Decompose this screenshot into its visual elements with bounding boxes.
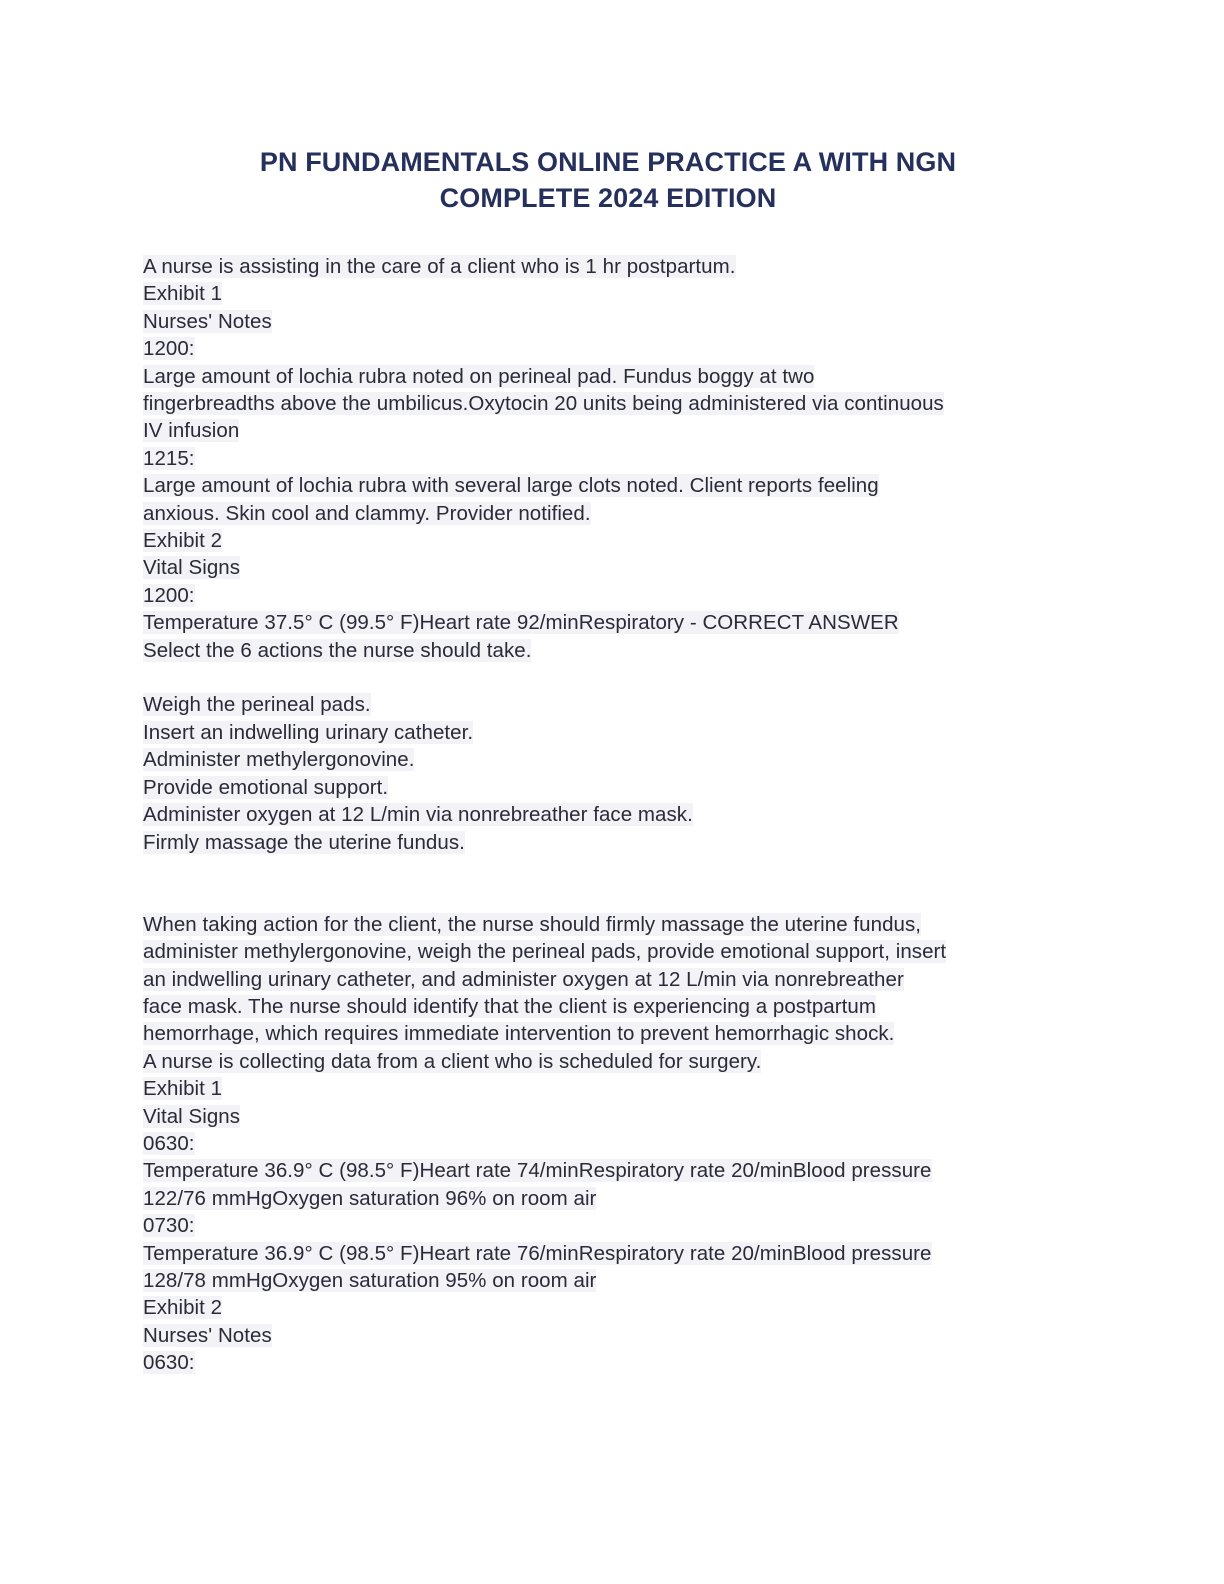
text-line — [143, 938, 1078, 965]
highlighted-text-run: Exhibit 2 — [143, 529, 223, 553]
text-line — [143, 1212, 1078, 1239]
text-line — [143, 637, 1078, 664]
blank-line — [143, 664, 1078, 691]
highlighted-text-run: Temperature 36.9° C (98.5° F)Heart rate 74/minRespiratory rate 20/minBlood pressure — [143, 1159, 932, 1183]
highlighted-text-run: Exhibit 2 — [143, 1296, 223, 1320]
text-line — [143, 582, 1078, 609]
highlighted-text-run: hemorrhage, which requires immediate intervention to prevent hemorrhagic shock. — [143, 1022, 895, 1046]
page-title — [143, 144, 1073, 216]
text-line — [143, 554, 1078, 581]
highlighted-text-run: Large amount of lochia rubra noted on perineal pad. Fundus boggy at two — [143, 364, 815, 388]
text-line — [143, 500, 1078, 527]
text-line — [143, 993, 1078, 1020]
highlighted-text-run: face mask. The nurse should identify that the client is experiencing a postpartum — [143, 994, 876, 1018]
text-line — [143, 1103, 1078, 1130]
highlighted-text-run: Exhibit 1 — [143, 282, 223, 306]
highlighted-text-run: IV infusion — [143, 419, 240, 443]
text-line — [143, 527, 1078, 554]
text-line — [143, 1322, 1078, 1349]
highlighted-text-run: Temperature 36.9° C (98.5° F)Heart rate 76/minRespiratory rate 20/minBlood pressure — [143, 1241, 932, 1265]
text-line — [143, 829, 1078, 856]
highlighted-text-run: Large amount of lochia rubra with several large clots noted. Client reports feeling — [143, 474, 879, 498]
highlighted-text-run: 1215: — [143, 446, 195, 470]
highlighted-text-run: Firmly massage the uterine fundus. — [143, 830, 465, 854]
highlighted-text-run: Nurses' Notes — [143, 309, 272, 333]
text-line — [143, 1075, 1078, 1102]
page-title-line-1: PN FUNDAMENTALS ONLINE PRACTICE A WITH NGN — [259, 147, 957, 177]
text-block-gap-1 — [143, 664, 1078, 691]
highlighted-text-run: 0730: — [143, 1214, 195, 1238]
highlighted-text-run: 122/76 mmHgOxygen saturation 96% on room air — [143, 1186, 597, 1210]
text-block-case-1-actions — [143, 691, 1078, 855]
text-line — [143, 1185, 1078, 1212]
text-line — [143, 390, 1078, 417]
text-line — [143, 774, 1078, 801]
text-line — [143, 911, 1078, 938]
text-line — [143, 335, 1078, 362]
text-line — [143, 472, 1078, 499]
highlighted-text-run: 0630: — [143, 1351, 195, 1375]
highlighted-text-run: Vital Signs — [143, 556, 241, 580]
text-line — [143, 1349, 1078, 1376]
blank-line — [143, 883, 1078, 910]
text-line — [143, 1130, 1078, 1157]
text-line — [143, 417, 1078, 444]
highlighted-text-run: A nurse is collecting data from a client who is scheduled for surgery. — [143, 1049, 762, 1073]
highlighted-text-run: 128/78 mmHgOxygen saturation 95% on room air — [143, 1268, 597, 1292]
page-title-line-2: COMPLETE 2024 EDITION — [439, 183, 777, 213]
highlighted-text-run: administer methylergonovine, weigh the perineal pads, provide emotional support, insert — [143, 940, 947, 964]
text-block-case-1-rationale-and-case-2 — [143, 911, 1078, 1377]
highlighted-text-run: Weigh the perineal pads. — [143, 693, 371, 717]
highlighted-text-run: 1200: — [143, 583, 195, 607]
highlighted-text-run: Provide emotional support. — [143, 775, 389, 799]
text-line — [143, 308, 1078, 335]
text-line — [143, 801, 1078, 828]
text-line — [143, 1267, 1078, 1294]
text-line — [143, 1020, 1078, 1047]
highlighted-text-run: fingerbreadths above the umbilicus.Oxytocin 20 units being administered via continuous — [143, 392, 944, 416]
highlighted-text-run: When taking action for the client, the nurse should firmly massage the uterine fundus, — [143, 912, 922, 936]
highlighted-text-run: an indwelling urinary catheter, and administer oxygen at 12 L/min via nonrebreather — [143, 967, 904, 991]
highlighted-text-run: Nurses' Notes — [143, 1323, 272, 1347]
highlighted-text-run: A nurse is assisting in the care of a client who is 1 hr postpartum. — [143, 255, 736, 278]
text-line — [143, 1294, 1078, 1321]
blank-line — [143, 856, 1078, 883]
highlighted-text-run: Administer oxygen at 12 L/min via nonrebreather face mask. — [143, 803, 693, 827]
text-line — [143, 1157, 1078, 1184]
text-line — [143, 253, 1078, 280]
highlighted-text-run: 1200: — [143, 337, 195, 361]
text-line — [143, 363, 1078, 390]
highlighted-text-run: Select the 6 actions the nurse should take. — [143, 638, 532, 662]
highlighted-text-run: Exhibit 1 — [143, 1077, 223, 1101]
text-line — [143, 445, 1078, 472]
text-line — [143, 1240, 1078, 1267]
text-block-gap-2 — [143, 856, 1078, 911]
text-line — [143, 746, 1078, 773]
highlighted-text-run: Insert an indwelling urinary catheter. — [143, 720, 474, 744]
text-block-case-1-stem — [143, 253, 1078, 664]
document-body — [143, 253, 1078, 1377]
text-line — [143, 691, 1078, 718]
highlighted-text-run: Vital Signs — [143, 1104, 241, 1128]
text-line — [143, 719, 1078, 746]
text-line — [143, 966, 1078, 993]
text-line — [143, 1048, 1078, 1075]
highlighted-text-run: Temperature 37.5° C (99.5° F)Heart rate 92/minRespiratory - CORRECT ANSWER — [143, 611, 899, 635]
text-line — [143, 280, 1078, 307]
highlighted-text-run: anxious. Skin cool and clammy. Provider notified. — [143, 501, 591, 525]
highlighted-text-run: 0630: — [143, 1131, 195, 1155]
text-line — [143, 609, 1078, 636]
highlighted-text-run: Administer methylergonovine. — [143, 748, 415, 772]
